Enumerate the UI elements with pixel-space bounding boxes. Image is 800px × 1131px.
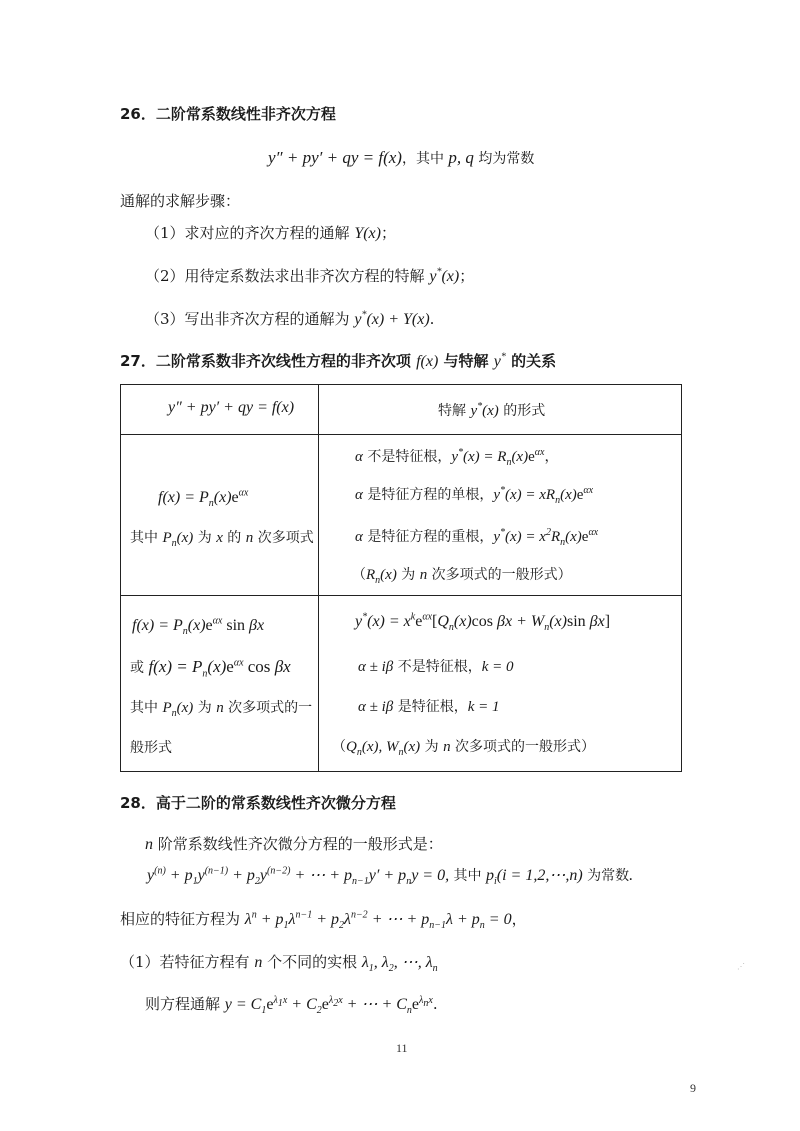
relation-table: [120, 384, 682, 772]
table-header-left: y″ + py′ + qy = f(x): [168, 399, 295, 416]
table-row-divider: [120, 595, 682, 596]
row1-left-formula: $f(x) = P_n(x)e^{\alpha x}$: [158, 487, 249, 510]
characteristic-equation: 相应的特征方程为 $\lambda^n + p_1\lambda^{n-1} + p_2\lambda^{n-2}$ + ⋯ + $p_{n-1}\lambda + p_n = 0$，: [120, 909, 527, 932]
row1-right-case-2: α 是特征方程的单根，$y^*(x) = xR_n(x)e^{\alpha x}$: [355, 485, 594, 506]
step-3: （3）写出非齐次方程的通解为 y*(x) + Y(x).: [145, 309, 435, 328]
case-1: （1）若特征方程有 n 个不同的实根 $\lambda_1$, $\lambda_2$, ⋯, $\lambda_n$: [120, 953, 438, 975]
section-26-equation: y″ + py′ + qy = f(x)，其中 p, q 均为常数: [268, 148, 535, 167]
row2-left-note-2: 般形式: [130, 740, 172, 756]
section-27-title: 27．二阶常系数非齐次线性方程的非齐次项 f(x) 与特解 y* 的关系: [120, 351, 557, 370]
section-28-intro: n 阶常系数线性齐次微分方程的一般形式是：: [145, 835, 443, 853]
page-number-outer: 9: [690, 1081, 696, 1095]
scan-mark: ⋰: [737, 962, 745, 971]
row2-left-formula-2: 或 $f(x) = P_n(x)e^{\alpha x}$ cos βx: [130, 657, 291, 680]
page-number-inner: 11: [396, 1041, 408, 1055]
table-header-divider: [120, 434, 682, 435]
section-28-title: 28．高于二阶的常系数线性齐次微分方程: [120, 794, 396, 812]
row1-right-case-1: α 不是特征根，$y^*(x) = R_n(x)e^{\alpha x}$，: [355, 447, 559, 468]
step-1: （1）求对应的齐次方程的通解 Y(x)；: [145, 224, 396, 242]
table-header-right: 特解 y*(x) 的形式: [438, 401, 546, 419]
row2-right-formula: $y^*(x) = x^ke^{\alpha x}[Q_n(x)\cos$ $\beta x + W_n(x)\sin$ βx]: [355, 611, 611, 634]
row2-right-case-2: α ± iβ 是特征根，k = 1: [358, 699, 500, 715]
row1-right-case-3: α 是特征方程的重根，$y^*(x) = x^2R_n(x)e^{\alpha x}$: [355, 527, 599, 548]
row2-left-note-1: 其中 $P_n(x)$ 为 n 次多项式的一: [130, 700, 313, 719]
row2-left-formula-1: $f(x) = P_n(x)e^{\alpha x}$ sin βx: [132, 615, 265, 638]
row2-right-case-1: α ± iβ 不是特征根，k = 0: [358, 659, 514, 675]
table-border-top: [120, 384, 682, 385]
section-28-equation: $y^{(n)} + p_1y^{(n-1)} + p_2y^{(n-2)}$ + ⋯ + $p_{n-1}y' + p_ny = 0$, 其中 $p_i(i$ = 1,2,⋯,n) 为常数.: [147, 865, 634, 888]
table-border-right: [681, 384, 682, 772]
table-border-bottom: [120, 771, 682, 772]
table-column-divider: [318, 384, 319, 772]
row2-right-note: （$Q_n(x)$, $W_n(x)$ 为 n 次多项式的一般形式）: [332, 739, 596, 758]
row1-left-note: 其中 $P_n(x)$ 为 x 的 n 次多项式: [130, 530, 314, 549]
table-border-left: [120, 384, 121, 772]
section-26-title: 26．二阶常系数线性非齐次方程: [120, 105, 336, 123]
row1-right-note: （$R_n(x)$ 为 n 次多项式的一般形式）: [352, 567, 572, 586]
step-2: （2）用待定系数法求出非齐次方程的特解 y*(x)；: [145, 266, 475, 285]
case-1-solution: 则方程通解 $y = C_1e^{\lambda_1x} + C_2e^{\lambda_2x}$ + ⋯ + $C_ne^{\lambda_nx}$.: [145, 994, 438, 1017]
steps-title: 通解的求解步骤：: [120, 192, 241, 210]
